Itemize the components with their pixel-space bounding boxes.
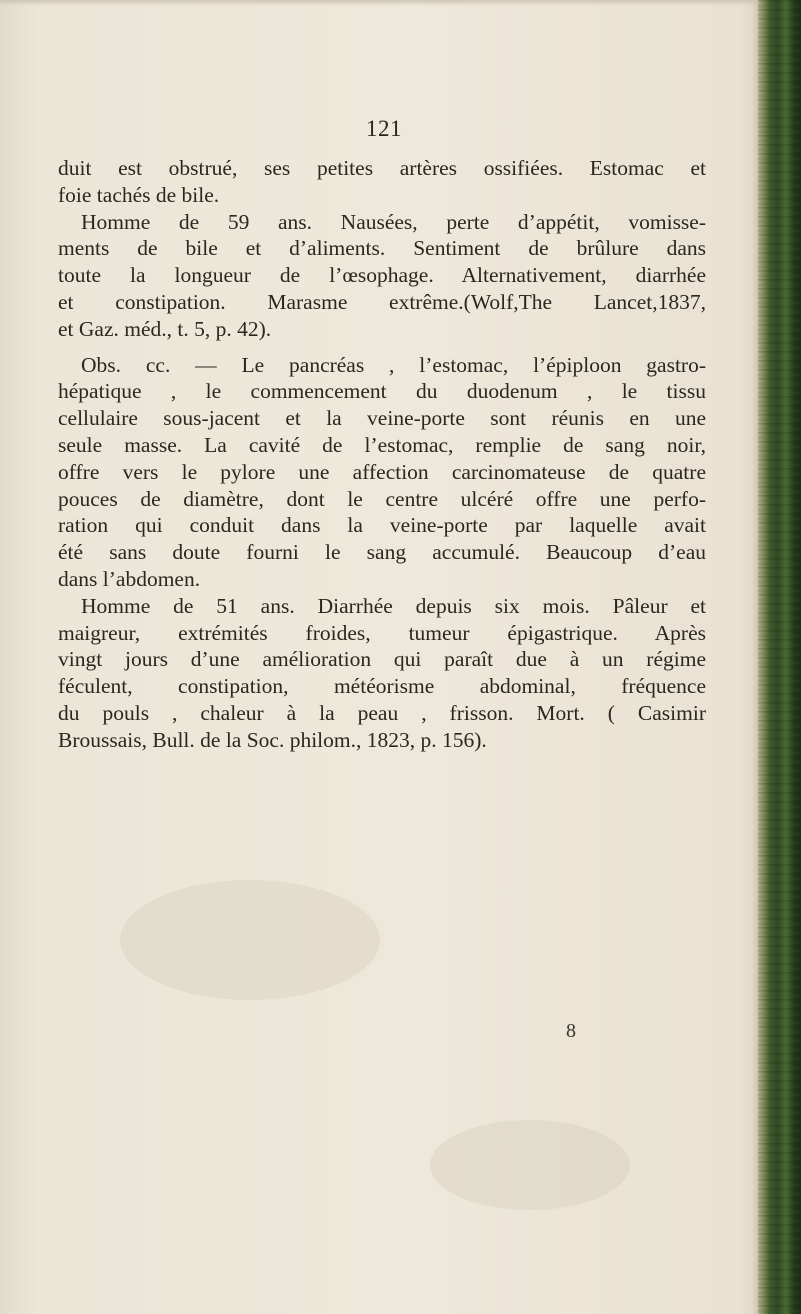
paragraph: [58, 209, 706, 343]
text-line: Homme de 51 ans. Diarrhée depuis six mois. Pâleur et: [81, 593, 706, 618]
signature-mark: 8: [566, 1020, 576, 1042]
body-text: [58, 155, 706, 754]
paper-stain: [430, 1120, 630, 1210]
text-line: et constipation. Marasme extrême.(Wolf,The Lancet,1837,: [58, 289, 706, 314]
text-line: toute la longueur de l’œsophage. Alternativement, diarrhée: [58, 263, 706, 288]
page-number: 121: [366, 116, 402, 141]
paragraph: [58, 155, 706, 209]
text-line: féculent, constipation, météorisme abdominal, fréquence: [58, 674, 706, 699]
text-line: foie tachés de bile.: [58, 182, 220, 207]
text-line: pouces de diamètre, dont le centre ulcéré offre une perfo-: [58, 486, 706, 511]
text-line: du pouls , chaleur à la peau , frisson. Mort. ( Casimir: [58, 700, 706, 725]
text-line: Homme de 59 ans. Nausées, perte d’appétit, vomisse-: [81, 209, 706, 234]
paper-stain: [120, 880, 380, 1000]
text-line: ments de bile et d’aliments. Sentiment de brûlure dans: [58, 236, 706, 261]
text-line: Obs. cc. — Le pancréas , l’estomac, l’épiploon gastro-: [81, 352, 706, 377]
paragraph: [58, 352, 706, 593]
text-line: vingt jours d’une amélioration qui paraît due à un régime: [58, 647, 706, 672]
text-line: et Gaz. méd., t. 5, p. 42).: [58, 316, 272, 341]
top-edge-shadow: [0, 0, 760, 6]
text-line: maigreur, extrémités froides, tumeur épigastrique. Après: [58, 620, 706, 645]
paragraph-gap: [58, 343, 706, 352]
text-line: Broussais, Bull. de la Soc. philom., 1823, p. 156).: [58, 727, 487, 752]
text-line: cellulaire sous-jacent et la veine-porte sont réunis en une: [58, 406, 706, 431]
text-line: ration qui conduit dans la veine-porte par laquelle avait: [58, 513, 706, 538]
book-binding: [758, 0, 801, 1314]
text-line: seule masse. La cavité de l’estomac, remplie de sang noir,: [58, 432, 706, 457]
text-line: été sans doute fourni le sang accumulé. Beaucoup d’eau: [58, 540, 706, 565]
text-line: hépatique , le commencement du duodenum , le tissu: [58, 379, 706, 404]
text-line: duit est obstrué, ses petites artères ossifiées. Estomac et: [58, 156, 706, 180]
paragraph: [58, 593, 706, 754]
text-line: offre vers le pylore une affection carcinomateuse de quatre: [58, 459, 706, 484]
text-line: dans l’abdomen.: [58, 566, 201, 591]
